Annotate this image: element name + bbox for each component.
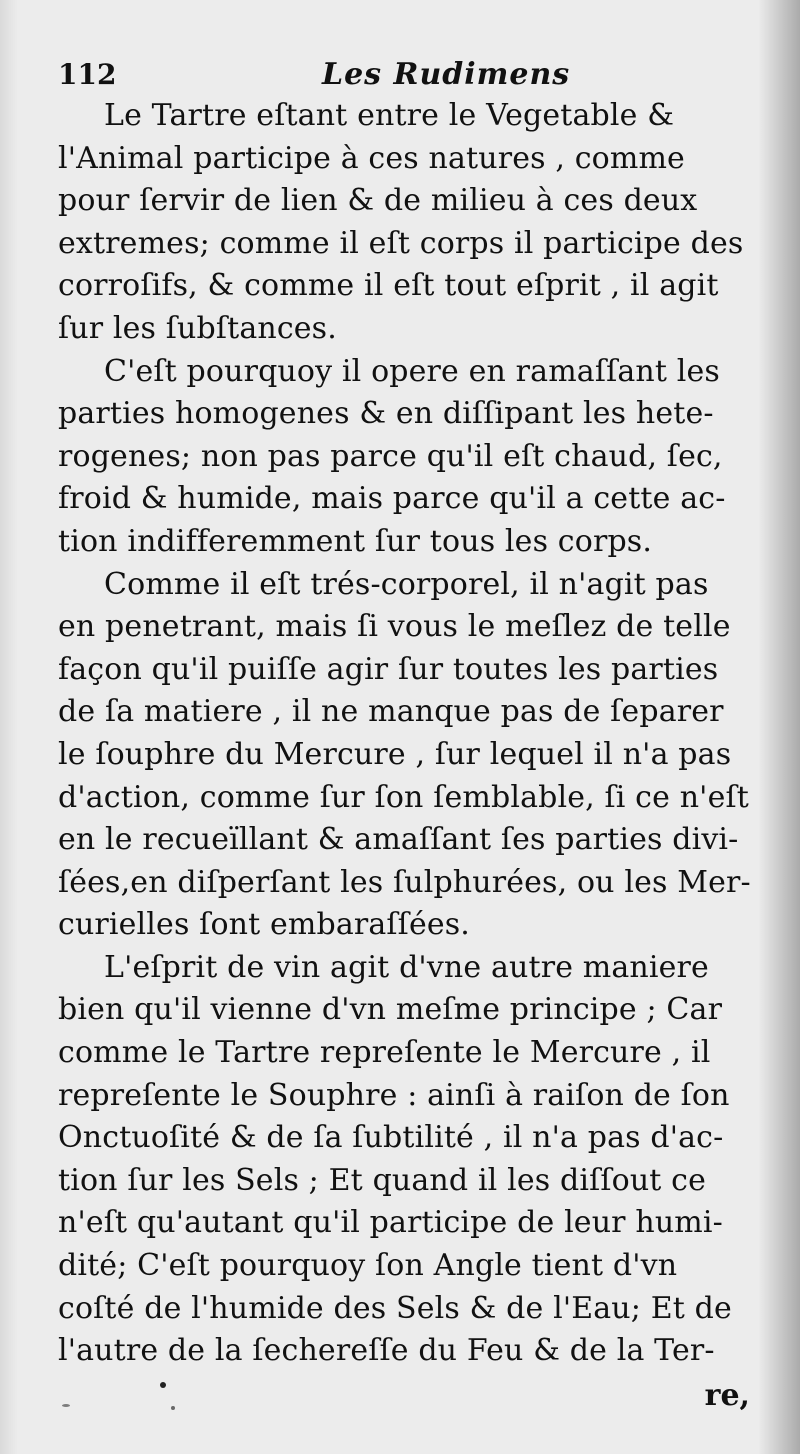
text-line: l'Animal participe à ces natures , comme bbox=[58, 140, 685, 176]
text-line: bien qu'il vienne d'vn meſme principe ; Car bbox=[58, 992, 723, 1028]
text-line: tion ſur les Sels ; Et quand il les diſſout ce bbox=[58, 1162, 707, 1198]
text-line: pour ſervir de lien & de milieu à ces deux bbox=[58, 183, 698, 219]
page-number: 112 bbox=[58, 58, 117, 91]
page-header bbox=[58, 55, 758, 95]
page-gutter-shadow bbox=[758, 0, 800, 1454]
ink-speck bbox=[160, 1382, 166, 1388]
text-line: ſées,en diſperſant les ſulphurées, ou les Mer- bbox=[58, 864, 751, 900]
text-line: de ſa matiere , il ne manque pas de ſeparer bbox=[58, 694, 724, 730]
page-left-edge-shadow bbox=[0, 0, 18, 1454]
running-title: Les Rudimens bbox=[322, 57, 571, 92]
text-line: corroſifs, & comme il eſt tout eſprit , il agit bbox=[58, 268, 719, 304]
text-line: façon qu'il puiſſe agir ſur toutes les parties bbox=[58, 651, 719, 687]
text-line: n'eſt qu'autant qu'il participe de leur humi- bbox=[58, 1205, 723, 1241]
text-line: C'eſt pourquoy il opere en ramaſſant les bbox=[104, 353, 720, 389]
text-line: Comme il eſt trés-corporel, il n'agit pas bbox=[104, 566, 709, 602]
text-line: tion indifferemment ſur tous les corps. bbox=[58, 523, 653, 559]
text-line: ſur les ſubſtances. bbox=[58, 310, 337, 346]
text-line: Onctuoſité & de ſa ſubtilité , il n'a pas d'ac- bbox=[58, 1120, 724, 1156]
text-line: coſté de l'humide des Sels & de l'Eau; Et de bbox=[58, 1290, 732, 1326]
ink-speck bbox=[171, 1406, 175, 1410]
text-line: froid & humide, mais parce qu'il a cette ac- bbox=[58, 481, 726, 517]
ink-speck bbox=[62, 1404, 70, 1407]
text-line: curielles ſont embaraſſées. bbox=[58, 907, 470, 943]
text-line: rogenes; non pas parce qu'il eſt chaud, ſec, bbox=[58, 438, 723, 474]
text-line: parties homogenes & en diſſipant les hete- bbox=[58, 396, 714, 432]
catchword: re, bbox=[704, 1378, 750, 1413]
text-line: repreſente le Souphre : ainſi à raiſon de ſon bbox=[58, 1077, 730, 1113]
text-line: l'autre de la ſechereſſe du Feu & de la Ter- bbox=[58, 1333, 715, 1369]
text-line: d'action, comme ſur ſon ſemblable, ſi ce n'eſt bbox=[58, 779, 749, 815]
text-line: le ſouphre du Mercure , ſur lequel il n'a pas bbox=[58, 736, 732, 772]
text-line: dité; C'eſt pourquoy ſon Angle tient d'vn bbox=[58, 1248, 678, 1284]
text-line: comme le Tartre repreſente le Mercure , il bbox=[58, 1035, 711, 1071]
text-line: L'eſprit de vin agit d'vne autre maniere bbox=[104, 949, 709, 985]
text-line: en penetrant, mais ſi vous le meſlez de telle bbox=[58, 609, 731, 645]
text-line: Le Tartre eſtant entre le Vegetable & bbox=[104, 98, 675, 133]
body-text bbox=[58, 95, 762, 1373]
text-line: en le recueïllant & amaſſant ſes parties divi- bbox=[58, 822, 739, 858]
text-line: extremes; comme il eſt corps il participe des bbox=[58, 225, 744, 261]
